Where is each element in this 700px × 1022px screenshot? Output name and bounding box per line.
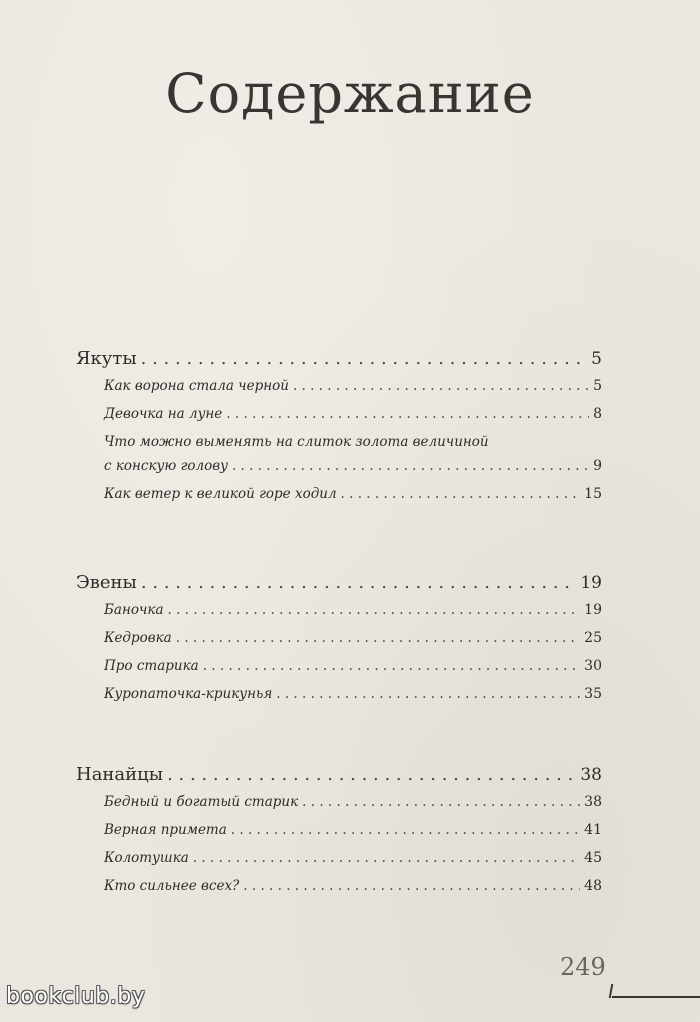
toc-section-heading[interactable]	[76, 348, 602, 378]
toc-leader-dots	[193, 850, 580, 866]
toc-page-number: 45	[584, 850, 602, 866]
toc-leader-dots	[226, 406, 589, 422]
toc-page-number: 5	[591, 349, 602, 369]
toc-entry-title: Баночка	[104, 602, 164, 618]
toc-entry-wrapped-line[interactable]	[76, 434, 602, 458]
toc-leader-dots	[176, 630, 580, 646]
toc-leader-dots	[231, 822, 580, 838]
toc-entry-title: Про старика	[104, 658, 199, 674]
toc-leader-dots	[276, 686, 580, 702]
toc-entry[interactable]	[76, 458, 602, 486]
toc-leader-dots	[141, 572, 576, 593]
toc-entry-title: Что можно выменять на слиток золота величиной	[104, 434, 489, 450]
toc-page-number: 35	[584, 686, 602, 702]
toc-page-number: 48	[584, 878, 602, 894]
toc-entry[interactable]	[76, 822, 602, 850]
toc-page-number: 38	[580, 765, 602, 785]
toc-entry-title: Кедровка	[104, 630, 172, 646]
toc-leader-dots	[168, 602, 581, 618]
toc-entry[interactable]	[76, 406, 602, 434]
toc-entry-title: Девочка на луне	[104, 406, 223, 422]
toc-section-yakuty	[76, 348, 602, 514]
toc-leader-dots	[232, 458, 589, 474]
toc-leader-dots	[203, 658, 580, 674]
toc-leader-dots	[167, 764, 576, 785]
toc-leader-dots	[293, 378, 589, 394]
toc-entry[interactable]	[76, 878, 602, 906]
folio-rule	[612, 996, 700, 998]
folio-page-number: 249	[560, 953, 606, 981]
toc-leader-dots	[243, 878, 580, 894]
toc-page-number: 19	[580, 573, 602, 593]
toc-page-number: 30	[584, 658, 602, 674]
toc-page-number: 15	[584, 486, 602, 502]
toc-entry[interactable]	[76, 602, 602, 630]
toc-entry[interactable]	[76, 486, 602, 514]
toc-page-number: 41	[584, 822, 602, 838]
toc-section-heading[interactable]	[76, 764, 602, 794]
toc-entry[interactable]	[76, 658, 602, 686]
toc-entry-title: Колотушка	[104, 850, 189, 866]
page-title: Содержание	[165, 62, 535, 125]
toc-section-heading[interactable]	[76, 572, 602, 602]
toc-entry[interactable]	[76, 378, 602, 406]
toc-page-number: 8	[593, 406, 602, 422]
toc-page-number: 9	[593, 458, 602, 474]
toc-section-title: Нанайцы	[76, 764, 164, 785]
site-watermark: bookclub.by	[6, 984, 146, 1009]
toc-entry[interactable]	[76, 686, 602, 714]
toc-entry-title: Как ворона стала черной	[104, 378, 289, 394]
toc-leader-dots	[341, 486, 581, 502]
toc-entry-title-continued: с конскую голову	[104, 458, 228, 474]
toc-entry-title: Верная примета	[104, 822, 227, 838]
toc-entry[interactable]	[76, 794, 602, 822]
toc-section-nanaitsy	[76, 764, 602, 906]
toc-page-number: 25	[584, 630, 602, 646]
toc-leader-dots	[141, 348, 588, 369]
toc-section-title: Якуты	[76, 348, 137, 369]
toc-page-number: 5	[593, 378, 602, 394]
toc-entry-title: Кто сильнее всех?	[104, 878, 240, 894]
toc-section-eveny	[76, 572, 602, 714]
toc-leader-dots	[302, 794, 580, 810]
toc-entry-title: Как ветер к великой горе ходил	[104, 486, 337, 502]
toc-entry[interactable]	[76, 630, 602, 658]
toc-section-title: Эвены	[76, 572, 137, 593]
toc-entry[interactable]	[76, 850, 602, 878]
toc-entry-title: Куропаточка-крикунья	[104, 686, 273, 702]
toc-page-number: 38	[584, 794, 602, 810]
toc-entry-title: Бедный и богатый старик	[104, 794, 299, 810]
toc-page-number: 19	[584, 602, 602, 618]
